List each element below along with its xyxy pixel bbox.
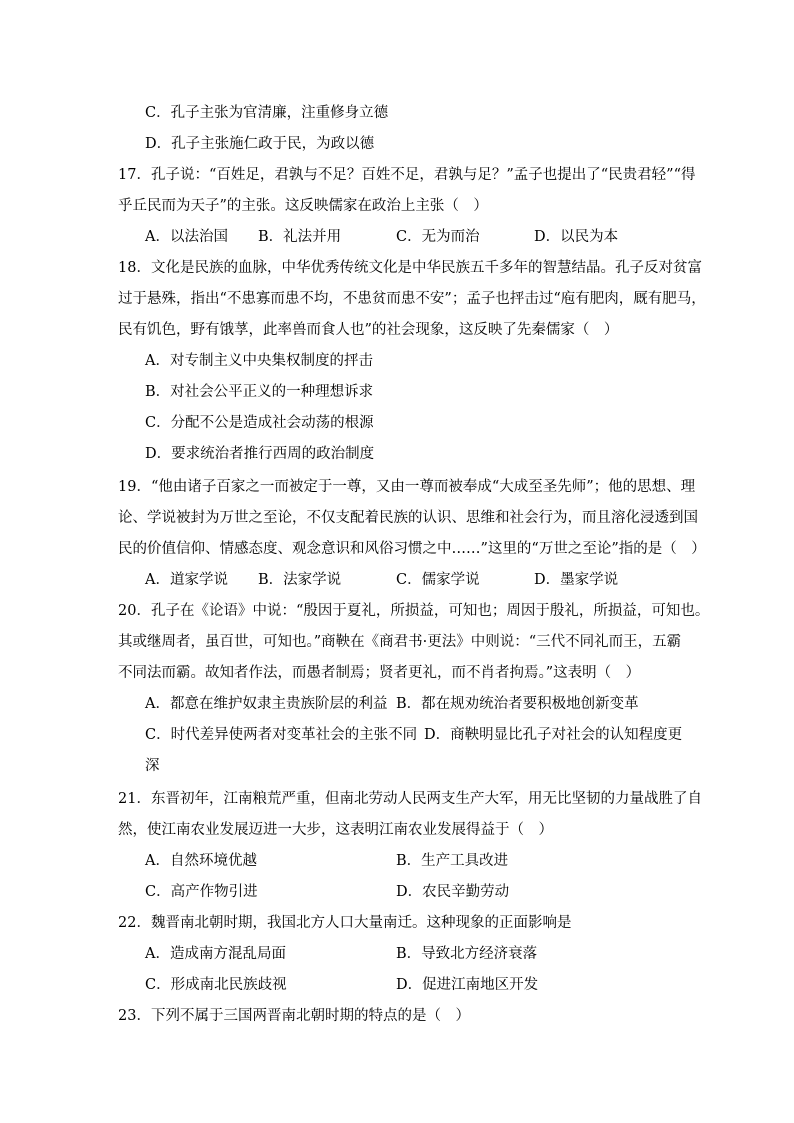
q20-stem-line3: 不同法而霸。故知者作法，而愚者制焉；贤者更礼，而不肖者拘焉。”这表明（ ） <box>118 665 641 681</box>
q18-stem-line1: 18．文化是民族的血脉，中华优秀传统文化是中华民族五千多年的智慧结晶。孔子反对贫富 <box>118 260 702 276</box>
q20-option-d-continued: 深 <box>145 758 160 774</box>
q18-option-c: C．分配不公是造成社会动荡的根源 <box>145 415 374 431</box>
q19-stem-line2: 论、学说被封为万世之至论，不仅支配着民族的认识、思维和社会行为，而且溶化浸透到国 <box>118 510 698 526</box>
q22-stem-line1: 22．魏晋南北朝时期，我国北方人口大量南迁。这种现象的正面影响是 <box>118 915 572 931</box>
q17-option-a: A．以法治国 <box>145 229 228 245</box>
q16-option-d: D．孔子主张施仁政于民，为政以德 <box>145 136 375 152</box>
q20-option-a: A．都意在维护奴隶主贵族阶层的利益 <box>145 696 388 712</box>
q19-option-b: B．法家学说 <box>258 572 342 588</box>
q22-option-d: D．促进江南地区开发 <box>396 977 539 993</box>
q20-stem-line2: 其或继周者，虽百世，可知也。”商鞅在《商君书·更法》中则说：“三代不同礼而王，五霸 <box>118 634 682 650</box>
q18-option-d: D．要求统治者推行西周的政治制度 <box>145 446 375 462</box>
q18-stem-line3: 民有饥色，野有饿莩，此率兽而食人也”的社会现象，这反映了先秦儒家（ ） <box>118 322 619 338</box>
q19-option-c: C．儒家学说 <box>396 572 480 588</box>
q19-option-a: A．道家学说 <box>145 572 228 588</box>
q21-option-d: D．农民辛勤劳动 <box>396 884 510 900</box>
q20-stem-line1: 20．孔子在《论语》中说：“殷因于夏礼，所损益，可知也；周因于殷礼，所损益，可知也。 <box>118 603 710 619</box>
q22-option-b: B．导致北方经济衰落 <box>396 946 538 962</box>
q18-stem-line2: 过于悬殊，指出“不患寡而患不均，不患贫而患不安”；孟子也抨击过“庖有肥肉，厩有肥马， <box>118 291 706 307</box>
q19-stem-line3: 民的价值信仰、情感态度、观念意识和风俗习惯之中……”这里的“万世之至论”指的是（ ） <box>118 541 706 557</box>
q19-stem-line1: 19．“他由诸子百家之一而被定于一尊，又由一尊而被奉成“大成至圣先师”；他的思想、理 <box>118 479 696 495</box>
q21-stem-line2: 然，使江南农业发展迈进一大步，这表明江南农业发展得益于（ ） <box>118 822 553 838</box>
q17-option-b: B．礼法并用 <box>258 229 342 245</box>
q21-option-b: B．生产工具改进 <box>396 853 509 869</box>
q20-option-c: C．时代差异使两者对变革社会的主张不同 <box>145 727 418 743</box>
q20-option-b: B．都在规劝统治者要积极地创新变革 <box>396 696 639 712</box>
q16-option-c: C．孔子主张为官清廉，注重修身立德 <box>145 105 389 121</box>
q21-stem-line1: 21．东晋初年，江南粮荒严重，但南北劳动人民两支生产大军，用无比坚韧的力量战胜了自 <box>118 791 702 807</box>
q17-stem-line2: 乎丘民而为天子”的主张。这反映儒家在政治上主张（ ） <box>118 198 488 214</box>
q21-option-a: A．自然环境优越 <box>145 853 257 869</box>
q22-option-c: C．形成南北民族歧视 <box>145 977 287 993</box>
q20-option-d: D．商鞅明显比孔子对社会的认知程度更 <box>424 727 683 743</box>
q19-option-d: D．墨家学说 <box>534 572 619 588</box>
q17-stem-line1: 17．孔子说：“百姓足，君孰与不足？百姓不足，君孰与足？”孟子也提出了“民贵君轻”“得 <box>118 167 696 183</box>
q22-option-a: A．造成南方混乱局面 <box>145 946 286 962</box>
q23-stem-line1: 23．下列不属于三国两晋南北朝时期的特点的是（ ） <box>118 1008 470 1024</box>
q18-option-a: A．对专制主义中央集权制度的抨击 <box>145 353 373 369</box>
q17-option-d: D．以民为本 <box>534 229 619 245</box>
q17-option-c: C．无为而治 <box>396 229 480 245</box>
q21-option-c: C．高产作物引进 <box>145 884 258 900</box>
q18-option-b: B．对社会公平正义的一种理想诉求 <box>145 384 374 400</box>
